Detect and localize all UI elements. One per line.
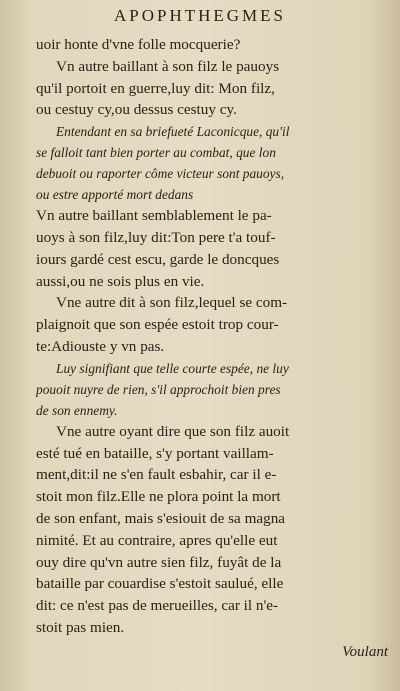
- text-line: de son ennemy.: [36, 402, 118, 418]
- text-line: dit: ce n'est pas de merueilles, car il n'e-: [36, 597, 279, 615]
- text-line: se falloit tant bien porter au combat, que lon: [36, 145, 276, 161]
- text-line: ouy dire qu'vn autre sien filz, fuyât de la: [36, 553, 282, 571]
- text-line: Vn autre baillant à son filz le pauoys: [56, 57, 280, 75]
- text-line: bataille par couardise s'estoit saulué, elle: [36, 575, 284, 593]
- text-line: Vn autre baillant semblablement le pa-: [36, 207, 272, 225]
- text-line: debuoit ou raporter côme victeur sont pauoys,: [36, 166, 285, 182]
- text-line: nimité. Et au contraire, apres qu'elle eut: [36, 531, 278, 549]
- text-line: Vne autre oyant dire que son filz auoit: [56, 422, 290, 440]
- text-block: [36, 34, 390, 639]
- text-line: te:Adiouste y vn pas.: [36, 337, 165, 355]
- text-line: stoit pas mien.: [36, 618, 125, 636]
- text-line: uoir honte d'vne folle mocquerie?: [36, 36, 241, 53]
- text-line: Luy signifiant que telle courte espée, ne luy: [56, 360, 289, 376]
- text-line: qu'il portoit en guerre,luy dit: Mon filz,: [36, 79, 275, 97]
- text-line: uoys à son filz,luy dit:Ton pere t'a touf-: [36, 228, 276, 246]
- text-line: aussi,ou ne sois plus en vie.: [36, 272, 205, 290]
- text-line: pouoit nuyre de rien, s'il approchoit bien pres: [36, 381, 281, 397]
- text-line: iours gardé cest escu, garde le doncques: [36, 250, 280, 268]
- text-line: stoit mon filz.Elle ne plora point la mort: [36, 488, 281, 506]
- text-line: Entendant en sa briefueté Laconicque, qu'il: [56, 124, 290, 140]
- text-line: ou cestuy cy,ou dessus cestuy cy.: [36, 101, 237, 119]
- text-line: ment,dit:il ne s'en fault esbahir, car il e-: [36, 466, 277, 484]
- text-line: de son enfant, mais s'esiouit de sa magna: [36, 509, 286, 527]
- text-line: ou estre apporté mort dedans: [36, 187, 194, 203]
- text-line: esté tué en bataille, s'y portant vaillam-: [36, 444, 274, 462]
- catchword: Voulant: [342, 644, 388, 660]
- text-line: Vne autre dit à son filz,lequel se com-: [56, 294, 288, 312]
- text-line: plaignoit que son espée estoit trop cour-: [36, 316, 279, 334]
- running-header: APOPHTHEGMES: [113, 6, 287, 25]
